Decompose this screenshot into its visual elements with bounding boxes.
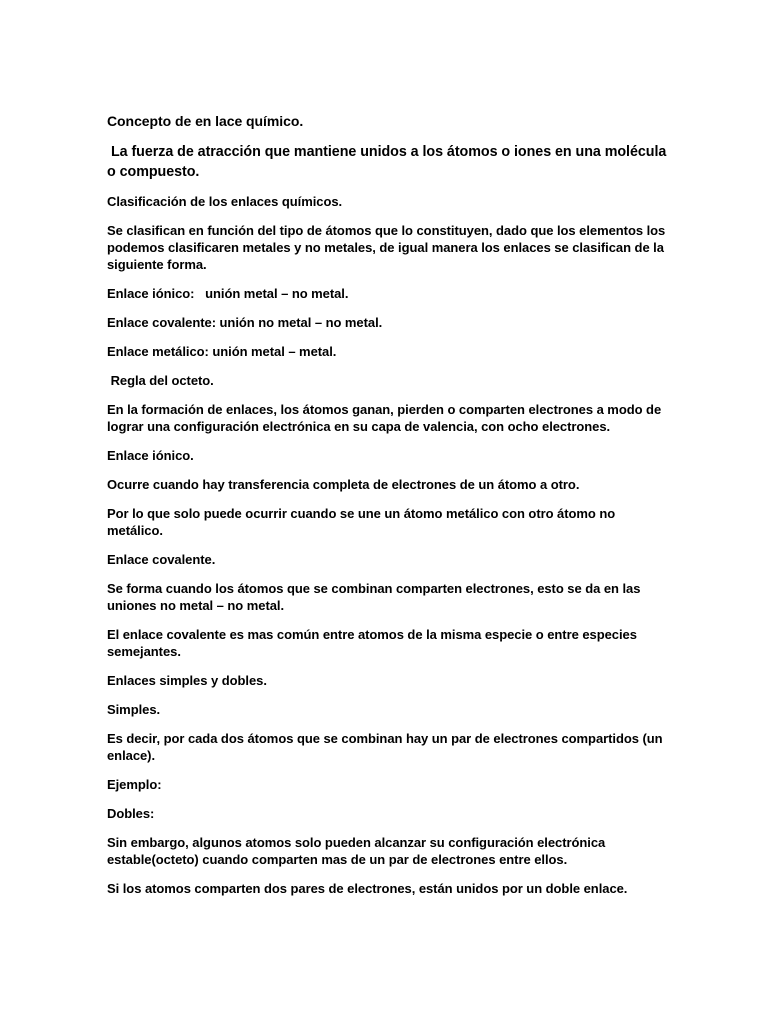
document-body [107,112,671,909]
heading-example: Ejemplo: [107,777,162,792]
heading-covalent-bond: Enlace covalente. [107,552,216,567]
paragraph-simple: Es decir, por cada dos átomos que se combinan hay un par de electrones compartidos (un enlace). [107,731,663,763]
heading-simple-double: Enlaces simples y dobles. [107,673,267,688]
heading-octet-rule: Regla del octeto. [107,373,214,388]
paragraph-covalent-common: El enlace covalente es mas común entre atomos de la misma especie o entre especies semejantes. [107,627,637,659]
paragraph-ionic-metal: Por lo que solo puede ocurrir cuando se une un átomo metálico con otro átomo no metálico. [107,506,616,538]
item-covalent-bond: Enlace covalente: unión no metal – no metal. [107,315,383,330]
paragraph-ionic-transfer: Ocurre cuando hay transferencia completa de electrones de un átomo a otro. [107,477,580,492]
paragraph-octet-rule: En la formación de enlaces, los átomos ganan, pierden o comparten electrones a modo de lograr una configuración electrónica en su capa de valencia, con ocho electrones. [107,402,662,434]
document-title: Concepto de en lace químico. [107,113,304,129]
paragraph-covalent-share: Se forma cuando los átomos que se combinan comparten electrones, esto se da en las uniones no metal – no metal. [107,581,641,613]
paragraph-double-octet: Sin embargo, algunos atomos solo pueden alcanzar su configuración electrónica estable(octeto) cuando comparten mas de un par de electrones entre ellos. [107,835,606,867]
paragraph-classification: Se clasifican en función del tipo de átomos que lo constituyen, dado que los elementos los podemos clasificaren metales y no metales, de igual manera los enlaces se clasifican de la siguiente forma. [107,223,666,272]
heading-simple: Simples. [107,702,161,717]
item-ionic-bond: Enlace iónico: unión metal – no metal. [107,286,349,301]
heading-classification: Clasificación de los enlaces químicos. [107,194,343,209]
heading-double: Dobles: [107,806,155,821]
heading-ionic-bond: Enlace iónico. [107,448,194,463]
paragraph-double-bond: Si los atomos comparten dos pares de electrones, están unidos por un doble enlace. [107,881,628,896]
definition-paragraph: La fuerza de atracción que mantiene unidos a los átomos o iones en una molécula o compuesto. [107,144,671,180]
item-metallic-bond: Enlace metálico: unión metal – metal. [107,344,337,359]
